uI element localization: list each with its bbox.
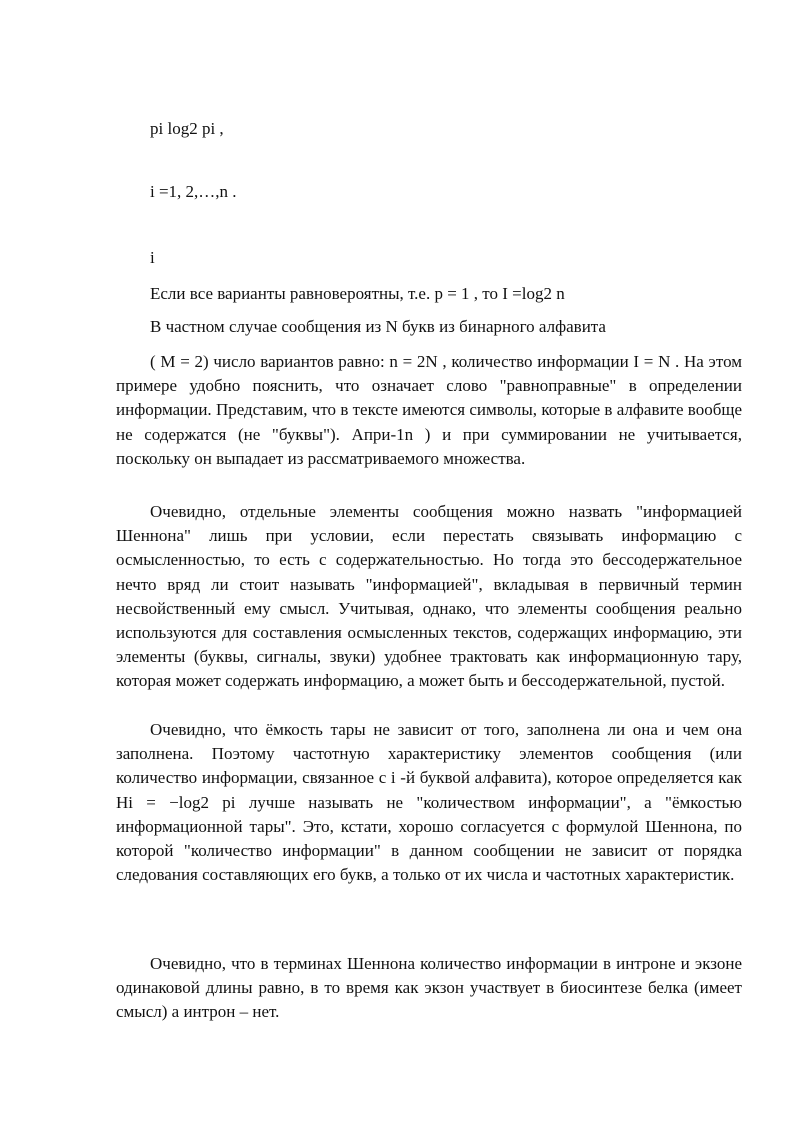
formula-line-sum: pi log2 pi , — [150, 119, 224, 138]
formula-line-index: i — [150, 248, 155, 267]
formula-line-equiprobable: Если все варианты равновероятны, т.е. p = 1 , то I =log2 n — [150, 284, 565, 303]
formula-line-binary: В частном случае сообщения из N букв из бинарного алфавита — [150, 317, 606, 336]
formula-line-range: i =1, 2,…,n . — [150, 182, 237, 201]
paragraph-4: Очевидно, что в терминах Шеннона количество информации в интроне и экзоне одинаковой длины равно, в то время как экзон участвует в биосинтезе белка (имеет смысл) а интрон – нет. — [116, 954, 742, 1022]
paragraph-3: Очевидно, что ёмкость тары не зависит от того, заполнена ли она и чем она заполнена. Поэтому частотную характеристику элементов сообщения (или количество информации, связанное с i -й буквой алфавита), которое определяется как Hi = −log2 pi лучше называть не "количеством информации", а "ёмкостью информационной тары". Это, кстати, хорошо согласуется с формулой Шеннона, по которой "количество информации" в данном сообщении не зависит от порядка следования составляющих его букв, а только от их числа и частотных характеристик. — [116, 720, 742, 885]
paragraph-2: Очевидно, отдельные элементы сообщения можно назвать "информацией Шеннона" лишь при условии, если перестать связывать информацию с осмысленностью, то есть с содержательностью. Но тогда это бессодержательное нечто вряд ли стоит называть "информацией", вкладывая в первичный термин несвойственный ему смысл. Учитывая, однако, что элементы сообщения реально используются для составления осмысленных текстов, содержащих информацию, эти элементы (буквы, сигналы, звуки) удобнее трактовать как информационную тару, которая может содержать информацию, а может быть и бессодержательной, пустой. — [116, 502, 742, 691]
paragraph-1: ( M = 2) число вариантов равно: n = 2N , количество информации I = N . На этом примере удобно пояснить, что означает слово "равноправные" в определении информации. Представим, что в тексте имеются символы, которые в алфавите вообще не содержатся (не "буквы"). Апри-1n ) и при суммировании не учитывается, поскольку он выпадает из рассматриваемого множества. — [116, 352, 742, 468]
